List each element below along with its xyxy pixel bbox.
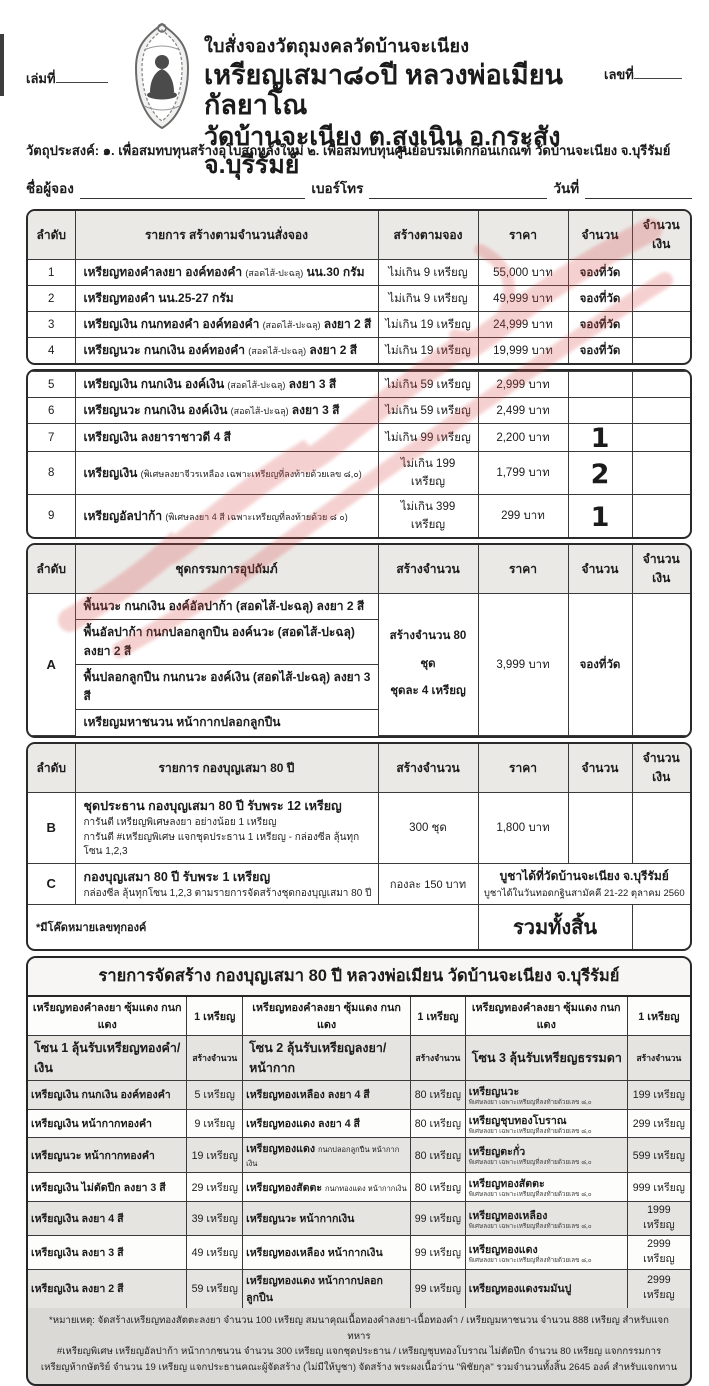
form-title: ใบสั่งจองวัตถุมงคลวัดบ้านจะเนียง xyxy=(204,36,470,56)
item-cell xyxy=(75,424,378,452)
zone2-item-name: เหรียญทองเหลือง หน้ากากเงิน xyxy=(246,1246,383,1259)
rowB-title: ชุดประธาน กองบุญเสมา 80 ปี รับพระ 12 เหรียญ xyxy=(83,799,342,813)
rowC-label: C xyxy=(28,863,75,905)
zone3-item-note: พิเศษลงยา เฉพาะเหรียญที่ลงท้ายด้วยเลข ๘,๐ xyxy=(468,1159,592,1167)
limit-cell: ไม่เกิน 99 เหรียญ xyxy=(378,424,478,452)
price-cell: 2,999 บาท xyxy=(478,372,568,398)
setA-item-4 xyxy=(75,710,378,736)
item-note: (สอดไส้-ปะฉลุ) xyxy=(245,268,304,278)
price-cell: 55,000 บาท xyxy=(478,260,568,286)
rowB xyxy=(28,793,690,864)
amount-cell[interactable] xyxy=(632,452,690,495)
setA-price-cell: 3,999 บาท xyxy=(478,594,568,736)
handwritten-quantity: 1 xyxy=(590,501,610,533)
setA-label: A xyxy=(28,594,75,736)
zone-section-title: รายการจัดสร้าง กองบุญเสมา 80 ปี หลวงพ่อเมียน วัดบ้านจะเนียง จ.บุรีรัมย์ xyxy=(28,958,690,997)
zone2-item xyxy=(243,1201,411,1235)
quantity-cell[interactable] xyxy=(568,452,632,495)
col-header-item: รายการ กองบุญเสมา 80 ปี xyxy=(75,744,378,793)
row-number: 6 xyxy=(28,398,75,424)
grand-total-cell[interactable] xyxy=(632,905,690,950)
rowB-price-cell: 1,800 บาท xyxy=(478,793,568,864)
zone-table xyxy=(28,997,690,1308)
item-name: เหรียญนวะ กนกเงิน องค์ทองคำ xyxy=(83,343,246,357)
zone3-item-note: พิเศษลงยา เฉพาะเหรียญที่ลงท้ายด้วยเลข ๘,๐ xyxy=(468,1127,592,1135)
book-number-label: เล่มที่ xyxy=(26,71,56,86)
zone2-item-name: เหรียญทองแดง xyxy=(246,1143,316,1156)
order-table-2 xyxy=(26,369,692,539)
code-note: *มีโค๊ดหมายเลขทุกองค์ xyxy=(28,905,478,950)
gold-coin-item-3: เหรียญทองคำลงยา ซุ้มแดง กนกแดง xyxy=(465,997,627,1036)
rowB-made-cell: 300 ชุด xyxy=(378,793,478,864)
order-row xyxy=(28,495,690,538)
zone3-item-name: เหรียญทองแดง xyxy=(468,1243,538,1256)
gold-coin-item-2: เหรียญทองคำลงยา ซุ้มแดง กนกแดง xyxy=(243,997,411,1036)
col-header-amount: จำนวนเงิน xyxy=(632,545,690,594)
monk-head-icon xyxy=(155,55,169,69)
item-name: เหรียญเงิน กนกทองคำ องค์ทองคำ xyxy=(83,317,260,331)
zone1-qty: 5 เหรียญ xyxy=(187,1081,243,1110)
setA-item-1 xyxy=(75,594,378,620)
phone-input[interactable] xyxy=(369,185,547,199)
temple-amulet-logo xyxy=(130,20,194,132)
monk-legs-icon xyxy=(147,91,177,100)
gold-coin-qty-2: 1 เหรียญ xyxy=(411,997,466,1036)
col-header-price: ราคา xyxy=(478,211,568,260)
row-number: 7 xyxy=(28,424,75,452)
order-row xyxy=(28,338,690,364)
zone-row xyxy=(28,1201,690,1235)
row-number: 8 xyxy=(28,452,75,495)
item-tail: ลงยา 3 สี xyxy=(288,377,337,391)
quantity-cell[interactable] xyxy=(568,424,632,452)
committee-set-table xyxy=(26,543,692,738)
col-header-no: ลำดับ xyxy=(28,744,75,793)
zone1-qty: 29 เหรียญ xyxy=(187,1173,243,1202)
footnote-2: #เหรียญพิเศษ เหรียญอัลปาก้า หน้ากากชนวน จำนวน 300 เหรียญ แจกชุดประธาน / เหรียญชุบทองโบราณ ไม่ตัดปีก จำนวน 80 เหรียญ แจกกรรมการ xyxy=(56,1346,662,1358)
quantity-cell[interactable] xyxy=(568,372,632,398)
zone3-qty: 1999 เหรียญ xyxy=(627,1201,690,1235)
made-line-1: สร้างจำนวน 80 ชุด xyxy=(389,630,467,670)
zone2-item xyxy=(243,1235,411,1269)
zone1-item: เหรียญนวะ หน้ากากทองคำ xyxy=(28,1138,187,1173)
item-name: เหรียญเงิน ลงยาราชาวดี 4 สี xyxy=(83,430,231,444)
setA-item-2 xyxy=(75,620,378,665)
tableBC-header-row xyxy=(28,744,690,793)
setA-item-3 xyxy=(75,665,378,710)
row-number: 1 xyxy=(28,260,75,286)
zone2-item-name: เหรียญนวะ หน้ากากเงิน xyxy=(246,1212,355,1225)
zone-row xyxy=(28,1235,690,1269)
col-header-qty: จำนวน xyxy=(568,744,632,793)
col-header-no: ลำดับ xyxy=(28,211,75,260)
item-name: เหรียญทองคำลงยา องค์ทองคำ xyxy=(83,265,243,279)
price-cell: 2,200 บาท xyxy=(478,424,568,452)
zone3-item xyxy=(465,1173,627,1202)
footnote-3: เหรียญห้ากษัตริย์ จำนวน 19 เหรียญ แจกประธานคณะผู้จัดสร้าง (ไม่มีให้บูชา) จัดสร้าง พระผงเนื้อว่าน "พิชัยกุล" รวมจำนวนทั้งสิ้น 2645 องค์ สำหรับแจกทาน xyxy=(40,1362,678,1374)
row-number: 3 xyxy=(28,312,75,338)
zone3-item xyxy=(465,1109,627,1138)
zone3-qty: 299 เหรียญ xyxy=(627,1109,690,1138)
rowC-worship-note xyxy=(478,863,690,905)
setA-made-cell xyxy=(378,594,478,736)
orderer-info-row xyxy=(26,177,692,199)
zone1-header: โซน 1 ลุ้นรับเหรียญทองคำ/เงิน xyxy=(28,1036,187,1081)
doc-number-field xyxy=(604,64,692,85)
item-note: (พิเศษลงยา 4 สี เฉพาะเหรียญที่ลงท้ายด้วย ๘ ๐) xyxy=(165,511,348,522)
rowC xyxy=(28,863,690,905)
rowC-item-cell xyxy=(75,863,378,905)
rowB-quantity-cell[interactable] xyxy=(568,793,632,864)
rowB-sub-2: การันตี #เหรียญพิเศษ แจกชุดประธาน 1 เหรียญ - กล่องซีล ลุ้นทุกโซน 1,2,3 xyxy=(83,831,360,857)
handwritten-quantity: 2 xyxy=(590,458,610,490)
item-tail: นน.30 กรัม xyxy=(306,265,365,279)
limit-cell: ไม่เกิน 59 เหรียญ xyxy=(378,398,478,424)
rowB-label: B xyxy=(28,793,75,864)
row-number: 4 xyxy=(28,338,75,364)
setA-amount-cell[interactable] xyxy=(632,594,690,736)
zone3-item-name: เหรียญทองเหลือง xyxy=(468,1209,548,1222)
orderer-name-input[interactable] xyxy=(80,185,306,199)
price-cell: 24,999 บาท xyxy=(478,312,568,338)
item-name: เหรียญทองคำ นน.25-27 กรัม xyxy=(83,291,234,305)
item-name: พื้นนวะ กนกเงิน องค์อัลปาก้า (สอดไส้-ปะฉลุ) ลงยา 2 สี xyxy=(83,599,365,613)
item-cell xyxy=(75,260,378,286)
zone2-made-header: สร้างจำนวน xyxy=(411,1036,466,1081)
doc-number-input[interactable] xyxy=(634,67,682,79)
order-table-1 xyxy=(26,209,692,365)
quantity-cell[interactable]: จองที่วัด xyxy=(568,312,632,338)
quantity-cell[interactable]: จองที่วัด xyxy=(568,286,632,312)
row-number: 5 xyxy=(28,372,75,398)
col-header-item: รายการ สร้างตามจำนวนสั่งจอง xyxy=(75,211,378,260)
zone3-qty: 2999 เหรียญ xyxy=(627,1235,690,1269)
worship-note-1: บูชาได้ที่วัดบ้านจะเนียง จ.บุรีรัมย์ xyxy=(499,868,669,883)
amount-cell[interactable] xyxy=(632,260,690,286)
footnotes xyxy=(28,1308,690,1384)
zone1-qty: 39 เหรียญ xyxy=(187,1201,243,1235)
order-row xyxy=(28,312,690,338)
order-row xyxy=(28,424,690,452)
item-cell xyxy=(75,286,378,312)
footnote-1: *หมายเหตุ: จัดสร้างเหรียญทองสัตตะลงยา จำนวน 100 เหรียญ สมนาคุณเนื้อทองคำลงยา-เนื้อทองคำ / เหรียญมหาชนวน จำนวน 888 เหรียญ สำหรับแจกทหาร xyxy=(49,1314,669,1342)
price-cell: 19,999 บาท xyxy=(478,338,568,364)
tableA-header-row xyxy=(28,545,690,594)
doc-number-label: เลขที่ xyxy=(604,67,634,82)
rowB-sub-1: การันตี เหรียญพิเศษลงยา อย่างน้อย 1 เหรียญ xyxy=(83,817,277,828)
item-cell xyxy=(75,312,378,338)
col-header-set: ชุดกรรมการอุปถัมภ์ xyxy=(75,545,378,594)
item-note: (สอดไส้-ปะฉลุ) xyxy=(227,380,286,390)
zone1-item: เหรียญเงิน ลงยา 3 สี xyxy=(28,1235,187,1269)
item-tail: ลงยา 2 สี xyxy=(309,343,358,357)
item-name: เหรียญเงิน กนกเงิน องค์เงิน xyxy=(83,377,225,391)
zone3-qty: 2999 เหรียญ xyxy=(627,1269,690,1308)
quantity-cell[interactable] xyxy=(568,398,632,424)
zone2-header: โซน 2 ลุ้นรับเหรียญลงยา/หน้ากาก xyxy=(243,1036,411,1081)
rowC-made-cell: กองละ 150 บาท xyxy=(378,863,478,905)
zone3-qty: 999 เหรียญ xyxy=(627,1173,690,1202)
zone2-qty: 99 เหรียญ xyxy=(411,1269,466,1308)
total-row xyxy=(28,905,690,950)
zone3-item-name: เหรียญทองสัตตะ xyxy=(468,1178,545,1191)
gold-coin-row xyxy=(28,997,690,1036)
item-note: (สอดไส้-ปะฉลุ) xyxy=(262,320,321,330)
col-header-price: ราคา xyxy=(478,744,568,793)
zone2-item xyxy=(243,1173,411,1202)
limit-cell: ไม่เกิน 19 เหรียญ xyxy=(378,338,478,364)
zone2-qty: 80 เหรียญ xyxy=(411,1109,466,1138)
orderer-name-label: ชื่อผู้จอง xyxy=(26,181,74,196)
zone2-qty: 99 เหรียญ xyxy=(411,1201,466,1235)
zone1-qty: 49 เหรียญ xyxy=(187,1235,243,1269)
gold-coin-item-1: เหรียญทองคำลงยา ซุ้มแดง กนกแดง xyxy=(28,997,187,1036)
col-header-qty: จำนวน xyxy=(568,545,632,594)
quantity-cell[interactable]: จองที่วัด xyxy=(568,338,632,364)
zone3-item-name: เหรียญตะกั่ว xyxy=(468,1146,526,1159)
rowC-sub: กล่องซีล ลุ้นทุกโซน 1,2,3 ตามรายการจัดสร้างชุดกองบุญเสมา 80 ปี xyxy=(83,887,372,899)
rowB-item-cell xyxy=(75,793,378,864)
zone3-item xyxy=(465,1201,627,1235)
amount-cell[interactable] xyxy=(632,286,690,312)
zone-section xyxy=(26,956,692,1386)
zone3-item-name: เหรียญนวะ xyxy=(468,1086,520,1098)
zone2-item xyxy=(243,1138,411,1173)
handwritten-quantity: 1 xyxy=(590,423,610,454)
zone1-item: เหรียญเงิน ไม่ตัดปีก ลงยา 3 สี xyxy=(28,1173,187,1202)
quantity-cell[interactable]: จองที่วัด xyxy=(568,260,632,286)
item-name: เหรียญนวะ กนกเงิน องค์เงิน xyxy=(83,403,228,417)
table1-header-row xyxy=(28,211,690,260)
book-number-input[interactable] xyxy=(56,71,108,83)
col-header-qty: จำนวน xyxy=(568,211,632,260)
zone3-qty: 199 เหรียญ xyxy=(627,1081,690,1110)
zone3-item-name: เหรียญชุบทองโบราณ xyxy=(468,1114,567,1127)
col-header-limit: สร้างตามจอง xyxy=(378,211,478,260)
item-tail: ลงยา 3 สี xyxy=(291,403,340,417)
book-number-field xyxy=(26,68,130,89)
order-row xyxy=(28,286,690,312)
zone1-made-header: สร้างจำนวน xyxy=(187,1036,243,1081)
zone1-qty: 9 เหรียญ xyxy=(187,1109,243,1138)
gold-coin-qty-1: 1 เหรียญ xyxy=(187,997,243,1036)
amount-cell[interactable] xyxy=(632,424,690,452)
order-row xyxy=(28,398,690,424)
amount-cell[interactable] xyxy=(632,398,690,424)
zone3-item xyxy=(465,1235,627,1269)
phone-label: เบอร์โทร xyxy=(311,181,364,196)
amount-cell[interactable] xyxy=(632,372,690,398)
setA-row-1 xyxy=(28,594,690,620)
setA-quantity-cell[interactable]: จองที่วัด xyxy=(568,594,632,736)
item-name: พื้นอัลปาก้า กนกปลอกลูกปืน องค์นวะ (สอดไส้-ปะฉลุ) ลงยา 2 สี xyxy=(83,625,355,658)
limit-cell: ไม่เกิน 199 เหรียญ xyxy=(378,452,478,495)
grand-total-label: รวมทั้งสิ้น xyxy=(478,905,632,950)
price-cell: 49,999 บาท xyxy=(478,286,568,312)
zone-row xyxy=(28,1138,690,1173)
limit-cell: ไม่เกิน 59 เหรียญ xyxy=(378,372,478,398)
gold-coin-qty-3: 1 เหรียญ xyxy=(627,997,690,1036)
zone1-item: เหรียญเงิน กนกเงิน องค์ทองคำ xyxy=(28,1081,187,1110)
item-tail: ลงยา 2 สี xyxy=(323,317,372,331)
item-name: พื้นปลอกลูกปืน กนกนวะ องค์เงิน (สอดไส้-ปะฉลุ) ลงยา 3 สี xyxy=(83,670,371,703)
zone3-made-header: สร้างจำนวน xyxy=(627,1036,690,1081)
amount-cell[interactable] xyxy=(632,338,690,364)
zone3-item-name: เหรียญทองแดงรมมันปู xyxy=(468,1283,572,1296)
zone3-item-note: พิเศษลงยา เฉพาะเหรียญที่ลงท้ายด้วยเลข ๘,๐ xyxy=(468,1222,592,1230)
order-row xyxy=(28,372,690,398)
zone2-item-name: เหรียญทองแดง หน้ากากปลอกลูกปืน xyxy=(246,1274,383,1304)
limit-cell: ไม่เกิน 19 เหรียญ xyxy=(378,312,478,338)
quantity-cell[interactable] xyxy=(568,495,632,538)
item-name: เหรียญอัลปาก้า xyxy=(83,508,163,523)
zone1-qty: 19 เหรียญ xyxy=(187,1138,243,1173)
price-cell: 299 บาท xyxy=(478,495,568,538)
zone1-item: เหรียญเงิน ลงยา 4 สี xyxy=(28,1201,187,1235)
zone2-item xyxy=(243,1109,411,1138)
zone2-item-note: กนกทองแดง หน้ากากเงิน xyxy=(325,1183,407,1193)
date-label: วันที่ xyxy=(553,181,580,196)
zone2-qty: 80 เหรียญ xyxy=(411,1173,466,1202)
zone-row xyxy=(28,1269,690,1308)
zone3-qty: 599 เหรียญ xyxy=(627,1138,690,1173)
limit-cell: ไม่เกิน 9 เหรียญ xyxy=(378,260,478,286)
amount-cell[interactable] xyxy=(632,495,690,538)
purpose-line: วัตถุประสงค์: ๑. เพื่อสมทบทุนสร้างอุโบสถหลังใหม่ ๒. เพื่อสมทบทุนศูนย์อบรมเด็กก่อนเกณฑ์ วัดบ้านจะเนียง จ.บุรีรัมย์ xyxy=(26,143,671,158)
zone3-item xyxy=(465,1081,627,1110)
col-header-made: สร้างจำนวน xyxy=(378,545,478,594)
zone-row xyxy=(28,1173,690,1202)
row-number: 2 xyxy=(28,286,75,312)
temple-subtitle: วัดบ้านจะเนียง ต.สูงเนิน อ.กระสัง จ.บุรีรัมย์ xyxy=(204,122,561,179)
zone2-qty: 80 เหรียญ xyxy=(411,1081,466,1110)
limit-cell: ไม่เกิน 9 เหรียญ xyxy=(378,286,478,312)
made-line-2: ชุดละ 4 เหรียญ xyxy=(390,685,466,698)
worship-note-2: บูชาได้ในวันทอดกฐินสามัคคี 21-22 ตุลาคม 2560 xyxy=(483,887,685,899)
col-header-amount: จำนวนเงิน xyxy=(632,211,690,260)
item-note: (พิเศษลงยาจีวรเหลือง เฉพาะเหรียญที่ลงท้ายด้วยเลข ๘,๐) xyxy=(140,468,362,479)
col-header-price: ราคา xyxy=(478,545,568,594)
zone2-qty: 80 เหรียญ xyxy=(411,1138,466,1173)
order-row xyxy=(28,452,690,495)
amount-cell[interactable] xyxy=(632,312,690,338)
zone3-header: โซน 3 ลุ้นรับเหรียญธรรมดา xyxy=(465,1036,627,1081)
rowC-title: กองบุญเสมา 80 ปี รับพระ 1 เหรียญ xyxy=(83,869,271,884)
zone1-item: เหรียญเงิน ลงยา 2 สี xyxy=(28,1269,187,1308)
item-cell xyxy=(75,398,378,424)
zone2-qty: 99 เหรียญ xyxy=(411,1235,466,1269)
date-input[interactable] xyxy=(585,185,692,199)
zone-header-row xyxy=(28,1036,690,1081)
zone1-qty: 59 เหรียญ xyxy=(187,1269,243,1308)
title-block xyxy=(194,6,604,179)
zone-row xyxy=(28,1109,690,1138)
item-cell xyxy=(75,495,378,538)
scan-artifact xyxy=(0,34,4,96)
zone3-item-note: พิเศษลงยา เฉพาะเหรียญที่ลงท้ายด้วยเลข ๘,๐ xyxy=(468,1256,592,1264)
col-header-made: สร้างจำนวน xyxy=(378,744,478,793)
row-number: 9 xyxy=(28,495,75,538)
zone3-item-note: พิเศษลงยา เฉพาะเหรียญที่ลงท้ายด้วยเลข ๘,๐ xyxy=(468,1099,592,1106)
limit-cell: ไม่เกิน 399 เหรียญ xyxy=(378,495,478,538)
item-name: เหรียญมหาชนวน หน้ากากปลอกลูกปืน xyxy=(83,715,281,730)
zone-row xyxy=(28,1081,690,1110)
zone2-item-name: เหรียญทองสัตตะ xyxy=(246,1181,323,1194)
rowB-amount-cell[interactable] xyxy=(632,793,690,864)
main-title: เหรียญเสมา๘๐ปี หลวงพ่อเมียน กัลยาโณ xyxy=(204,60,563,121)
item-name: เหรียญเงิน xyxy=(83,465,138,480)
zone2-item-name: เหรียญทองเหลือง ลงยา 4 สี xyxy=(246,1089,370,1102)
zone3-item xyxy=(465,1138,627,1173)
zone2-item-note: กนกปลอกลูกปืน หน้ากากเงิน xyxy=(246,1145,400,1169)
price-cell: 2,499 บาท xyxy=(478,398,568,424)
col-header-amount: จำนวนเงิน xyxy=(632,744,690,793)
order-row xyxy=(28,260,690,286)
zone2-item xyxy=(243,1081,411,1110)
zone3-item-note: พิเศษลงยา เฉพาะเหรียญที่ลงท้ายด้วยเลข ๘,๐ xyxy=(468,1191,592,1199)
item-note: (สอดไส้-ปะฉลุ) xyxy=(248,346,307,356)
merit-fund-table xyxy=(26,742,692,951)
zone1-item: เหรียญเงิน หน้ากากทองคำ xyxy=(28,1109,187,1138)
price-cell: 1,799 บาท xyxy=(478,452,568,495)
item-cell xyxy=(75,338,378,364)
zone3-item xyxy=(465,1269,627,1308)
item-cell xyxy=(75,452,378,495)
zone2-item-name: เหรียญทองแดง ลงยา 4 สี xyxy=(246,1117,361,1130)
col-header-no: ลำดับ xyxy=(28,545,75,594)
zone2-item xyxy=(243,1269,411,1308)
item-note: (สอดไส้-ปะฉลุ) xyxy=(230,406,289,416)
item-cell xyxy=(75,372,378,398)
